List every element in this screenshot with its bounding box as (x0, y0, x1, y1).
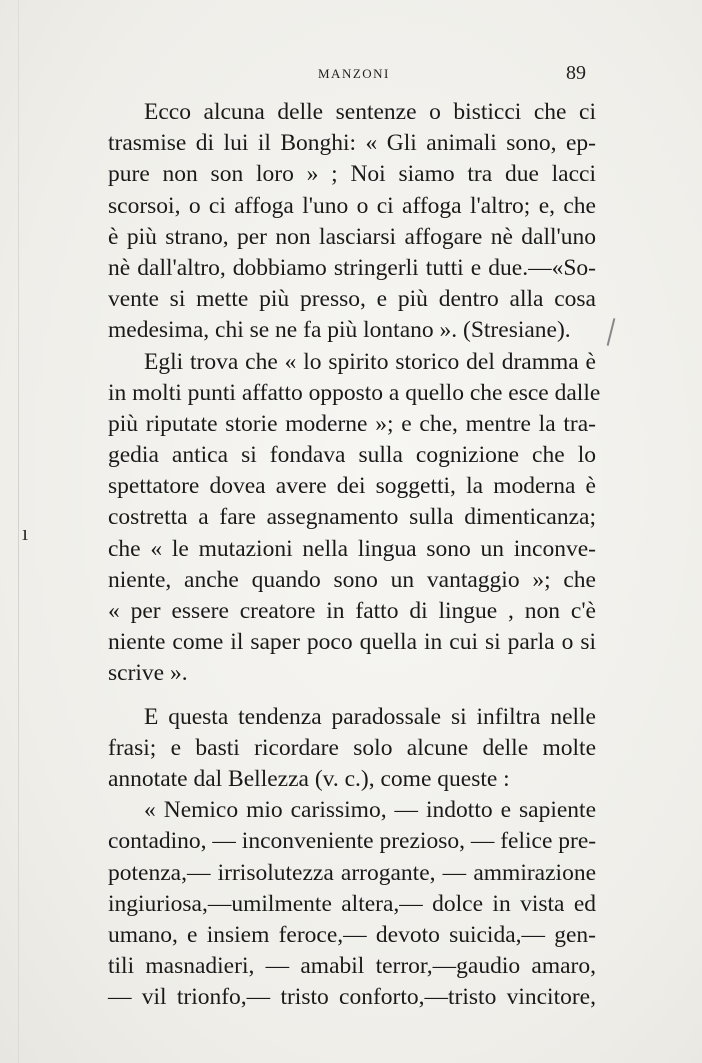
text-line: ingiuriosa,—umilmente altera,— dolce in vista ed (108, 890, 596, 917)
text-line: scorsoi, o ci affoga l'uno o ci affoga l'altro; e, che (108, 192, 596, 219)
running-head: MANZONI (318, 66, 390, 81)
text-line: E questa tendenza paradossale si infiltra nelle (144, 703, 596, 730)
paragraph-gap (108, 690, 596, 702)
pencil-annotation-mark (607, 318, 616, 346)
body-text (108, 97, 601, 1013)
text-line: potenza,— irrisolutezza arrogante, — ammirazione (108, 859, 596, 886)
text-line: — vil trionfo,— tristo conforto,—tristo vincitore, (108, 984, 596, 1011)
text-line: spettatore dovea avere dei soggetti, la moderna è (108, 473, 596, 500)
text-line: gedia antica si fondava sulla cognizione che lo (108, 442, 596, 469)
text-line: pure non son loro » ; Noi siamo tra due lacci (108, 161, 596, 188)
gutter-shadow (18, 0, 19, 1063)
text-line: frasi; e basti ricordare solo alcune delle molte (108, 734, 596, 761)
text-line: medesima, chi se ne fa più lontano ». (Stresiane). (108, 317, 571, 344)
text-line: più riputate storie moderne »; e che, mentre la tra- (108, 410, 596, 437)
text-line: annotate dal Bellezza (v. c.), come queste : (108, 765, 510, 792)
text-line: costretta a fare assegnamento sulla dimenticanza; (108, 504, 596, 531)
text-line: scrive ». (108, 660, 188, 687)
text-line: è più strano, per non lasciarsi affogare nè dall'uno (108, 223, 596, 250)
text-line: Egli trova che « lo spirito storico del dramma è (144, 348, 596, 375)
text-line: umano, e insiem feroce,— devoto suicida,— gen- (108, 921, 596, 948)
text-line: « Nemico mio carissimo, — indotto e sapiente (144, 797, 596, 824)
text-line: « per essere creatore in fatto di lingue , non c'è (108, 598, 596, 624)
text-line: trasmise di lui il Bonghi: « Gli animali sono, ep- (108, 130, 596, 157)
text-line: che « le mutazioni nella lingua sono un inconve- (108, 535, 596, 562)
text-line: tili masnadieri, — amabil terror,—gaudio amaro, (108, 953, 596, 980)
text-line: niente, anche quando sono un vantaggio »; che (108, 566, 596, 593)
page-header (0, 58, 702, 88)
text-line: in molti punti affatto opposto a quello che esce dalle (108, 379, 601, 406)
text-line: niente come il saper poco quella in cui si parla o si (108, 629, 596, 656)
text-line: vente si mette più presso, e più dentro alla cosa (108, 286, 596, 313)
text-line: nè dall'altro, dobbiamo stringerli tutti e due.—«So- (108, 254, 596, 281)
text-line: contadino, — inconveniente prezioso, — felice pre- (108, 828, 597, 855)
margin-tick-mark: ı (22, 520, 29, 545)
text-line: Ecco alcuna delle sentenze o bisticci che ci (144, 99, 596, 125)
page-number: 89 (566, 62, 586, 84)
